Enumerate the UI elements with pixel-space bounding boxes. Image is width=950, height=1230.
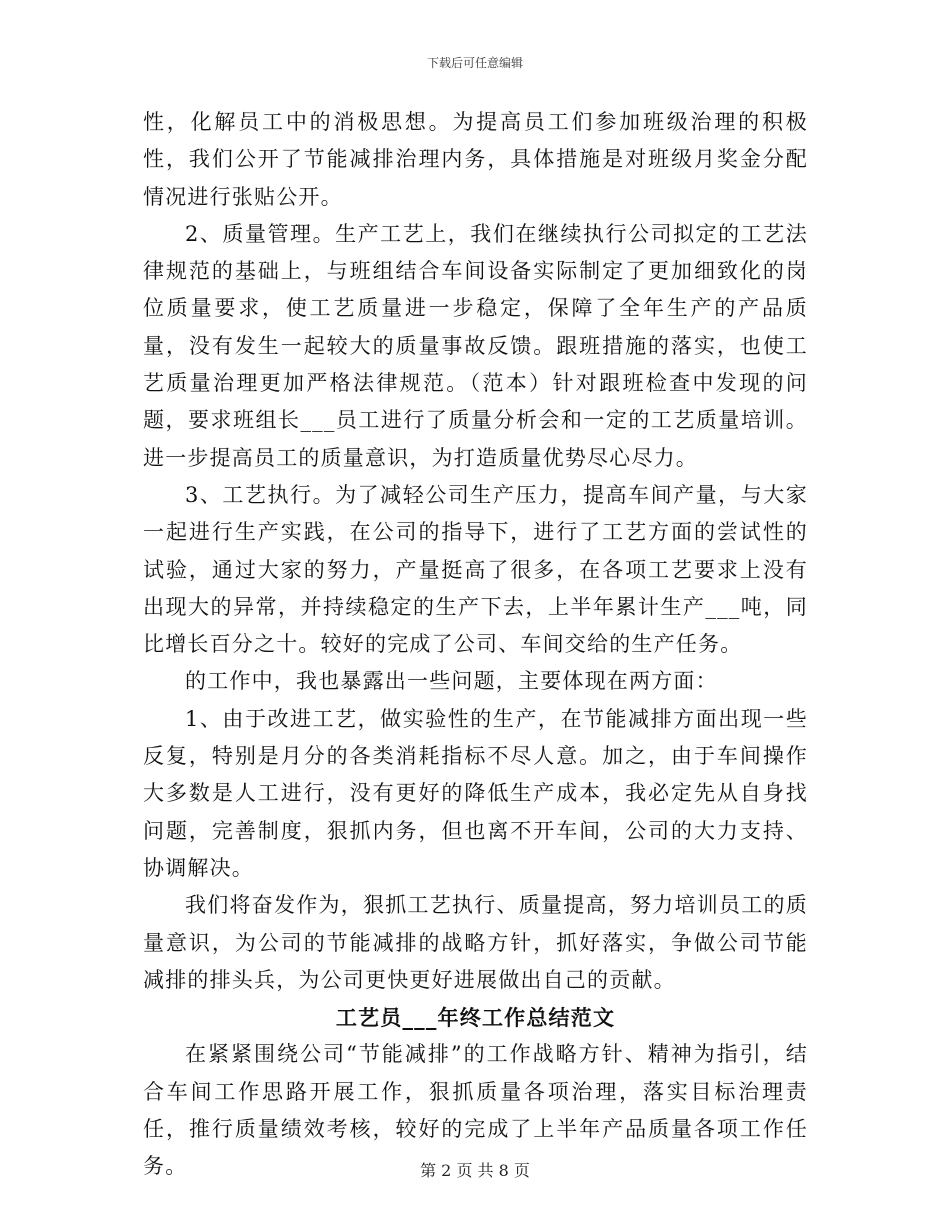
paragraph-process-execution: 3、工艺执行。为了减轻公司生产压力，提高车间产量，与大家一起进行生产实践，在公司的指导下，进行了工艺方面的尝试性的试验，通过大家的努力，产量挺高了很多，在各项工艺要求上没有出现大的异常，并持续稳定的生产下去，上半年累计生产___吨，同比增长百分之十。较好的完成了公司、车间交给的生产任务。: [143, 482, 808, 657]
paragraph-conclusion: 我们将奋发作为，狠抓工艺执行、质量提高，努力培训员工的质量意识，为公司的节能减排的战略方针，抓好落实，争做公司节能减排的排头兵，为公司更快更好进展做出自己的贡献。: [143, 893, 808, 992]
paragraph-quality-management: 2、质量管理。生产工艺上，我们在继续执行公司拟定的工艺法律规范的基础上，与班组结合车间设备实际制定了更加细致化的岗位质量要求，使工艺质量进一步稳定，保障了全年生产的产品质量，没有发生一起较大的质量事故反馈。跟班措施的落实，也使工艺质量治理更加严格法律规范。（范本）针对跟班检查中发现的问题，要求班组长___员工进行了质量分析会和一定的工艺质量培训。进一步提高员工的质量意识，为打造质量优势尽心尽力。: [143, 221, 808, 470]
paragraph-problems-intro: 的工作中，我也暴露出一些问题，主要体现在两方面：: [185, 669, 718, 694]
page-header: 下载后可任意编辑: [426, 56, 523, 70]
paragraph-section-intro: 在紧紧围绕公司“节能减排”的工作战略方针、精神为指引，结合车间工作思路开展工作，狠抓质量各项治理，落实目标治理责任，推行质量绩效考核，较好的完成了上半年产品质量各项工作任务。: [143, 1042, 808, 1179]
page-number: 第 2 页 共 8 页: [420, 1161, 530, 1180]
paragraph-problem-1: 1、由于改进工艺，做实验性的生产，在节能减排方面出现一些反复，特别是月分的各类消耗指标不尽人意。加之，由于车间操作大多数是人工进行，没有更好的降低生产成本，我必定先从自身找问题，完善制度，狠抓内务，但也离不开车间，公司的大力支持、协调解决。: [143, 706, 808, 880]
document-body: [143, 104, 808, 1186]
section-title: 工艺员___年终工作总结范文: [335, 1005, 616, 1031]
paragraph-continued: 性，化解员工中的消极思想。为提高员工们参加班级治理的积极性，我们公开了节能减排治理内务，具体措施是对班级月奖金分配情况进行张贴公开。: [143, 110, 808, 209]
